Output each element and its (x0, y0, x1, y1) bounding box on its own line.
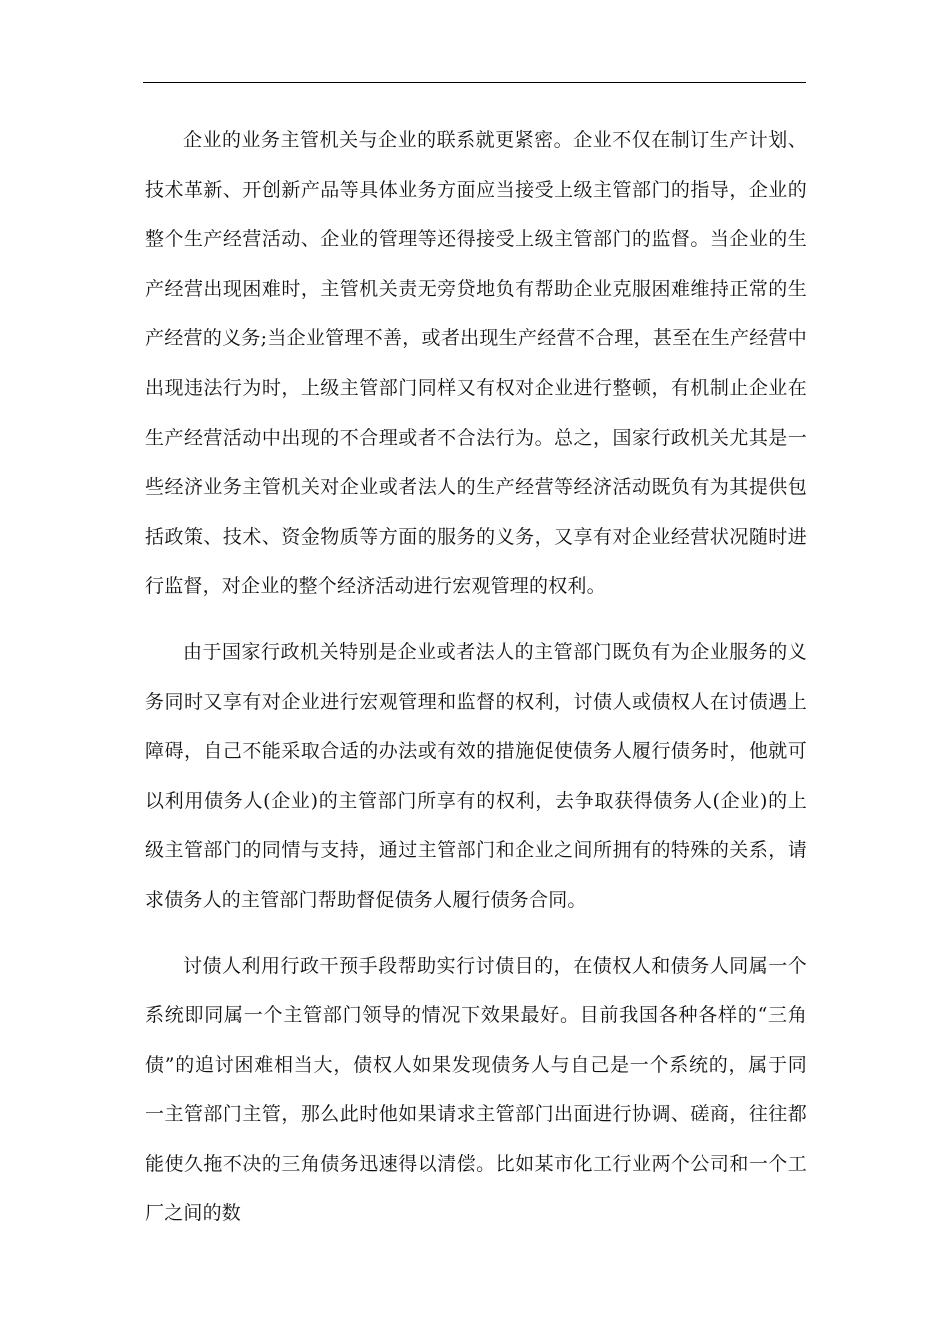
header-rule (143, 82, 806, 83)
document-body (145, 116, 807, 1255)
paragraph-1: 企业的业务主管机关与企业的联系就更紧密。企业不仅在制订生产计划、技术革新、开创新产品等具体业务方面应当接受上级主管部门的指导，企业的整个生产经营活动、企业的管理等还得接受上级主管部门的监督。当企业的生产经营出现困难时，主管机关责无旁贷地负有帮助企业克服困难维持正常的生产经营的义务;当企业管理不善，或者出现生产经营不合理，甚至在生产经营中出现违法行为时，上级主管部门同样又有权对企业进行整顿，有机制止企业在生产经营活动中出现的不合理或者不合法行为。总之，国家行政机关尤其是一些经济业务主管机关对企业或者法人的生产经营等经济活动既负有为其提供包括政策、技术、资金物质等方面的服务的义务，又享有对企业经营状况随时进行监督，对企业的整个经济活动进行宏观管理的权利。 (145, 129, 807, 598)
paragraph-2: 由于国家行政机关特别是企业或者法人的主管部门既负有为企业服务的义务同时又享有对企业进行宏观管理和监督的权利，讨债人或债权人在讨债遇上障碍，自己不能采取合适的办法或有效的措施促使债务人履行债务时，他就可以利用债务人(企业)的主管部门所享有的权利，去争取获得债务人(企业)的上级主管部门的同情与支持，通过主管部门和企业之间所拥有的特殊的关系，请求债务人的主管部门帮助督促债务人履行债务合同。 (145, 640, 807, 911)
paragraph-3: 讨债人利用行政干预手段帮助实行讨债目的，在债权人和债务人同属一个系统即同属一个主管部门领导的情况下效果最好。目前我国各种各样的“三角债”的追讨困难相当大，债权人如果发现债务人与自己是一个系统的，属于同一主管部门主管，那么此时他如果请求主管部门出面进行协调、磋商，往往都能使久拖不决的三角债务迅速得以清偿。比如某市化工行业两个公司和一个工厂之间的数 (145, 954, 807, 1225)
